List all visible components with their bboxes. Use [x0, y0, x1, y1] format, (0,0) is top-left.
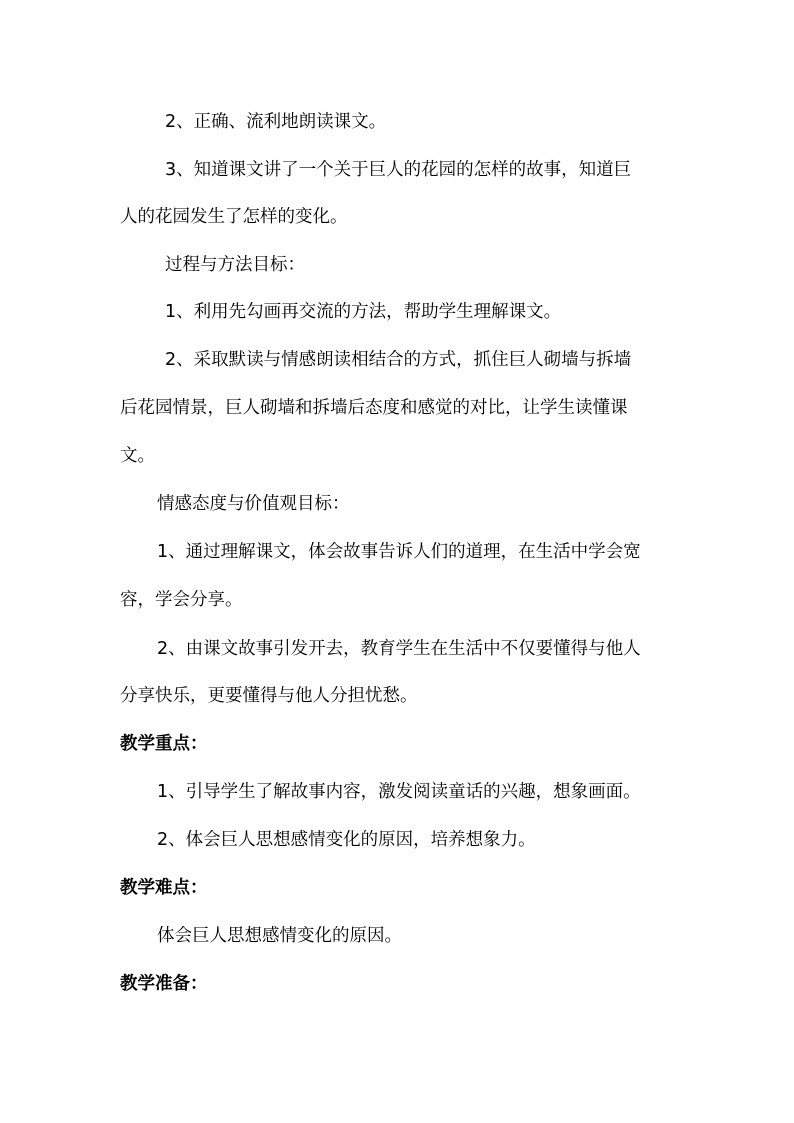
paragraph-line: 1、引导学生了解故事内容，激发阅读童话的兴趣，想象画面。 — [157, 782, 641, 802]
paragraph-line: 3、知道课文讲了一个关于巨人的花园的怎样的故事，知道巨 — [165, 160, 632, 180]
section-heading: 教学准备： — [120, 974, 208, 994]
paragraph-line: 2、体会巨人思想感情变化的原因，培养想象力。 — [157, 830, 536, 850]
paragraph-line: 体会巨人思想感情变化的原因。 — [157, 926, 402, 946]
section-subheading: 情感态度与价值观目标： — [157, 494, 350, 514]
section-heading: 教学重点： — [120, 734, 208, 754]
paragraph-line: 分享快乐，更要懂得与他人分担忧愁。 — [120, 686, 418, 706]
paragraph-line: 文。 — [120, 446, 155, 466]
paragraph-line: 人的花园发生了怎样的变化。 — [120, 207, 348, 227]
section-heading: 教学难点： — [120, 878, 208, 898]
paragraph-line: 2、由课文故事引发开去，教育学生在生活中不仅要懂得与他人 — [157, 639, 641, 659]
paragraph-line: 2、正确、流利地朗读课文。 — [165, 112, 387, 132]
paragraph-line: 后花园情景，巨人砌墙和拆墙后态度和感觉的对比，让学生读懂课 — [120, 398, 628, 418]
section-subheading: 过程与方法目标： — [165, 255, 305, 275]
paragraph-line: 容，学会分享。 — [120, 590, 243, 610]
paragraph-line: 2、采取默读与情感朗读相结合的方式，抓住巨人砌墙与拆墙 — [165, 350, 632, 370]
paragraph-line: 1、利用先勾画再交流的方法，帮助学生理解课文。 — [165, 302, 562, 322]
paragraph-line: 1、通过理解课文，体会故事告诉人们的道理，在生活中学会宽 — [157, 542, 641, 562]
